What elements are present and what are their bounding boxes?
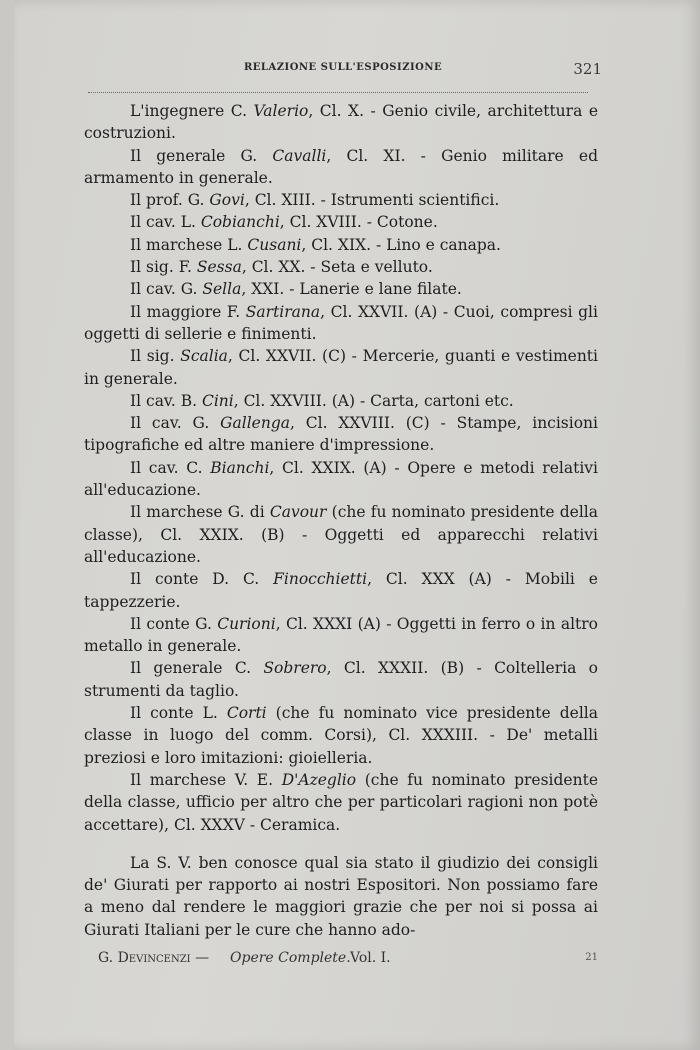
jury-entry: Il marchese G. di Cavour (che fu nominato presidente della classe), Cl. XXIX. (B) - Oggetti ed apparecchi relativi all'educazione.: [84, 503, 598, 566]
page-header: [88, 58, 608, 82]
jury-entry: Il sig. F. Sessa, Cl. XX. - Seta e velluto.: [130, 258, 433, 277]
book-page: [14, 0, 700, 1050]
footer-title: Opere Complete.: [230, 950, 351, 966]
footer-volume: Vol. I.: [350, 950, 391, 966]
jury-entry: Il cav. L. Cobianchi, Cl. XVIII. - Cotone.: [130, 213, 438, 232]
jury-entry: Il maggiore F. Sartirana, Cl. XXVII. (A) - Cuoi, compresi gli oggetti di sellerie e finimenti.: [84, 302, 598, 343]
jury-entry: Il marchese L. Cusani, Cl. XIX. - Lino e canapa.: [130, 235, 501, 254]
jury-entry: Il sig. Scalia, Cl. XXVII. (C) - Mercerie, guanti e vestimenti in generale.: [84, 347, 598, 388]
jury-entry: Il conte L. Corti (che fu nominato vice presidente della classe in luogo del comm. Corsi), Cl. XXXIII. - De' metalli preziosi e loro imitazioni: gioielleria.: [84, 704, 598, 767]
jury-entry: Il marchese V. E. D'Azeglio (che fu nominato presidente della classe, ufficio per altro che per particolari ragioni non potè accettare), Cl. XXXV - Ceramica.: [84, 770, 598, 834]
page-body: [84, 100, 598, 956]
running-head: RELAZIONE SULL'ESPOSIZIONE: [244, 62, 443, 73]
header-rule: [88, 92, 588, 93]
footer-author: G. Devincenzi —: [98, 950, 210, 966]
jury-entry: Il generale G. Cavalli, Cl. XI. - Genio militare ed armamento in generale.: [84, 146, 598, 187]
footer-signature: 21: [585, 952, 598, 963]
jury-entry: Il cav. C. Bianchi, Cl. XXIX. (A) - Opere e metodi relativi all'educazione.: [84, 458, 598, 500]
jury-entry: Il conte D. C. Finocchietti, Cl. XXX (A) - Mobili e tappezzerie.: [84, 570, 598, 611]
jury-entry: Il cav. G. Gallenga, Cl. XXVIII. (C) - Stampe, incisioni tipografiche ed altre maniere d'impressione.: [84, 414, 598, 455]
closing-paragraph: La S. V. ben conosce qual sia stato il giudizio dei consigli de' Giurati per rapporto ai nostri Espositori. Non possiamo fare a meno dal rendere le maggiori grazie che per noi si possa ai Giurati Italiani per le cure che hanno ado-: [84, 853, 598, 939]
page-number: 321: [573, 60, 602, 78]
jury-entry: Il conte G. Curioni, Cl. XXXI (A) - Oggetti in ferro o in altro metallo in generale.: [84, 614, 598, 656]
jury-entry: Il generale C. Sobrero, Cl. XXXII. (B) - Coltelleria o strumenti da taglio.: [84, 659, 598, 700]
page-footer: [98, 950, 598, 974]
jury-entry: L'ingegnere C. Valerio, Cl. X. - Genio civile, architettura e costruzioni.: [84, 102, 598, 143]
jury-entry: Il prof. G. Govi, Cl. XIII. - Istrumenti scientifici.: [130, 191, 500, 210]
jury-entry: Il cav. B. Cini, Cl. XXVIII. (A) - Carta, cartoni etc.: [130, 391, 514, 410]
jury-entry: Il cav. G. Sella, XXI. - Lanerie e lane filate.: [130, 280, 462, 299]
